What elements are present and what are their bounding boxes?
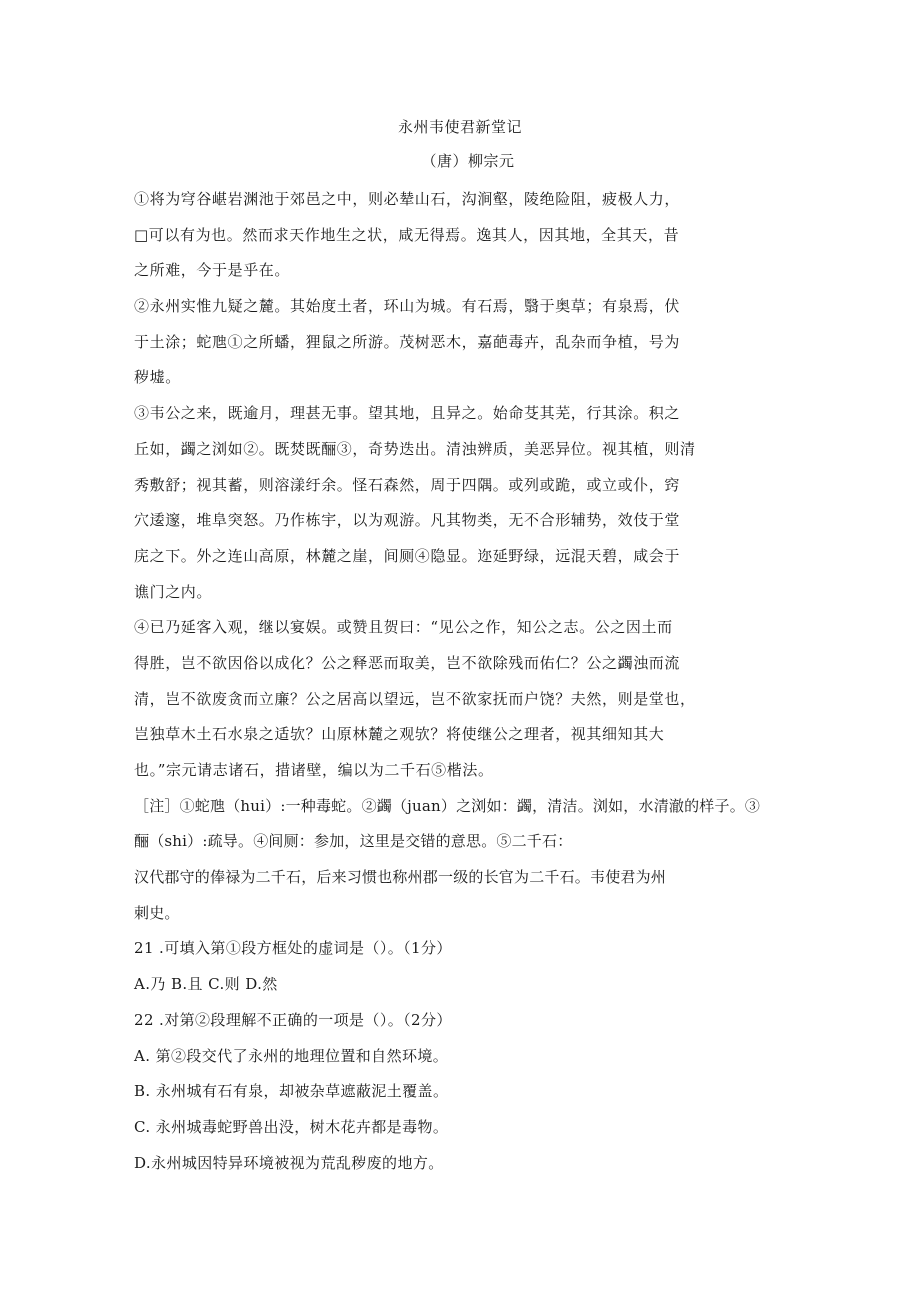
notes-line-2: 酾（shi）:疏导。④间厕：参加，这里是交错的意思。⑤二千石： — [134, 832, 573, 851]
paragraph-3-line-2: 丘如，蠲之浏如②。既焚既酾③，奇势迭出。清浊辨质，美恶异位。视其植，则清 — [134, 439, 696, 458]
question-22-option-d: D.永州城因特异环境被视为荒乱秽废的地方。 — [134, 1153, 444, 1172]
paragraph-2-line-2: 于土涂；蛇虺①之所蟠，狸鼠之所游。茂树恶木，嘉葩毒卉，乱杂而争植，号为 — [134, 332, 681, 351]
paragraph-3-line-3: 秀敷舒；视其蓄，则溶漾纡余。怪石森然，周于四隅。或列或跪，或立或仆，窍 — [134, 475, 681, 494]
notes-line-1: ［注］①蛇虺（hui）:一种毒蛇。②蠲（juan）之浏如：蠲，清洁。浏如，水清澈的样子。③ — [134, 796, 761, 815]
paragraph-1-line-3: 之所难，今于是乎在。 — [134, 261, 291, 280]
notes-line-4: 刺史。 — [134, 903, 180, 922]
question-22-option-b: B. 永州城有石有泉，却被杂草遮蔽泥土覆盖。 — [134, 1082, 449, 1101]
question-22: 22 .对第②段理解不正确的一项是（）。（2分） — [134, 1010, 452, 1029]
paragraph-4-line-4: 岂独草木土石水泉之适欤？山原林麓之观欤？将使继公之理者，视其细知其大 — [134, 725, 665, 744]
document-body — [134, 187, 794, 1186]
paragraph-2-line-3: 秽墟。 — [134, 368, 181, 387]
question-21: 21 .可填入第①段方框处的虚词是（）。（1分） — [134, 939, 452, 958]
paragraph-3-line-6: 谯门之内。 — [134, 582, 213, 601]
paragraph-4-line-1: ④已乃延客入观，继以宴娱。或赞且贺曰：“见公之作，知公之志。公之因土而 — [134, 618, 673, 637]
paragraph-1-line-1: ①将为穹谷嵁岩渊池于郊邑之中，则必辇山石，沟涧壑，陵绝险阻，疲极人力， — [134, 190, 681, 208]
question-22-option-c: C. 永州城毒蛇野兽出没，树木花卉都是毒物。 — [134, 1117, 449, 1136]
question-22-option-a: A. 第②段交代了永州的地理位置和自然环境。 — [134, 1046, 449, 1065]
document-title: 永州韦使君新堂记 — [397, 118, 522, 136]
paragraph-2-line-1: ②永州实惟九疑之麓。其始度土者，环山为城。有石焉，翳于奥草；有泉焉，伏 — [134, 297, 681, 316]
paragraph-4-line-2: 得胜，岂不欲因俗以成化？公之释恶而取美，岂不欲除残而佑仁？公之蠲浊而流 — [134, 653, 681, 672]
document-author: （唐）柳宗元 — [421, 152, 515, 170]
paragraph-1-line-2: □可以有为也。然而求天作地生之状，咸无得焉。逸其人，因其地，全其天，昔 — [134, 225, 680, 244]
paragraph-4-line-5: 也。”宗元请志诸石，措诸壁，编以为二千石⑤楷法。 — [134, 761, 494, 779]
notes-line-3: 汉代郡守的俸禄为二千石，后来习惯也称州郡一级的长官为二千石。韦使君为州 — [134, 868, 667, 887]
paragraph-3-line-5: 庑之下。外之连山高原，林麓之崖，间厕④隐显。迩延野绿，远混天碧，咸会于 — [134, 546, 681, 565]
question-21-options: A.乃 B.且 C.则 D.然 — [134, 975, 278, 994]
paragraph-3-line-4: 穴逶邃，堆阜突怒。乃作栋宇，以为观游。凡其物类，无不合形辅势，效伎于堂 — [134, 511, 681, 530]
paragraph-4-line-3: 清，岂不欲废贪而立廉？公之居高以望远，岂不欲家抚而户饶？夫然，则是堂也， — [134, 689, 696, 708]
paragraph-3-line-1: ③韦公之来，既逾月，理甚无事。望其地，且异之。始命芟其芜，行其涂。积之 — [134, 404, 681, 423]
